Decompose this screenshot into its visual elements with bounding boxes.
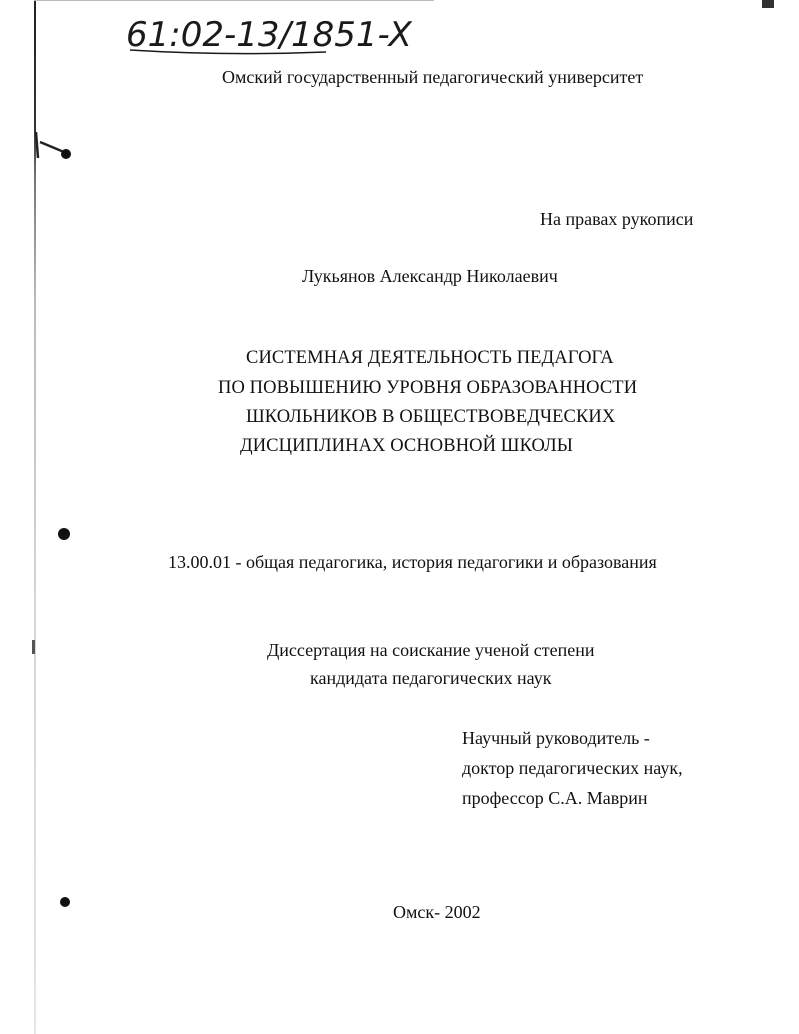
- supervisor-line: профессор С.А. Маврин: [462, 788, 648, 808]
- scan-arrow-mark: [34, 128, 74, 168]
- handwritten-catalog-number: [126, 6, 456, 60]
- specialty-code: 13.00.01 - общая педагогика, история педагогики и образования: [168, 552, 657, 572]
- supervisor-line: Научный руководитель -: [462, 728, 650, 748]
- handwritten-catalog-text: 61:02-13/1851-X: [126, 15, 412, 55]
- author-name: Лукьянов Александр Николаевич: [302, 266, 558, 286]
- scan-dot-mark: [60, 897, 70, 907]
- degree-line: Диссертация на соискание ученой степени: [267, 640, 595, 660]
- scan-corner-mark: [762, 0, 774, 8]
- degree-line: кандидата педагогических наук: [310, 668, 552, 688]
- manuscript-rights-note: На правах рукописи: [540, 209, 694, 229]
- scan-top-border: [34, 0, 434, 1]
- title-line: ШКОЛЬНИКОВ В ОБЩЕСТВОВЕДЧЕСКИХ: [246, 407, 616, 427]
- scan-dot-mark: [58, 528, 70, 540]
- university-name: Омский государственный педагогический университет: [222, 67, 644, 87]
- supervisor-line: доктор педагогических наук,: [462, 758, 683, 778]
- title-line: СИСТЕМНАЯ ДЕЯТЕЛЬНОСТЬ ПЕДАГОГА: [246, 348, 614, 368]
- title-line: ПО ПОВЫШЕНИЮ УРОВНЯ ОБРАЗОВАННОСТИ: [218, 378, 638, 398]
- scan-tick-mark: [32, 640, 35, 654]
- place-and-year: Омск- 2002: [393, 902, 481, 922]
- title-line: ДИСЦИПЛИНАХ ОСНОВНОЙ ШКОЛЫ: [240, 436, 573, 456]
